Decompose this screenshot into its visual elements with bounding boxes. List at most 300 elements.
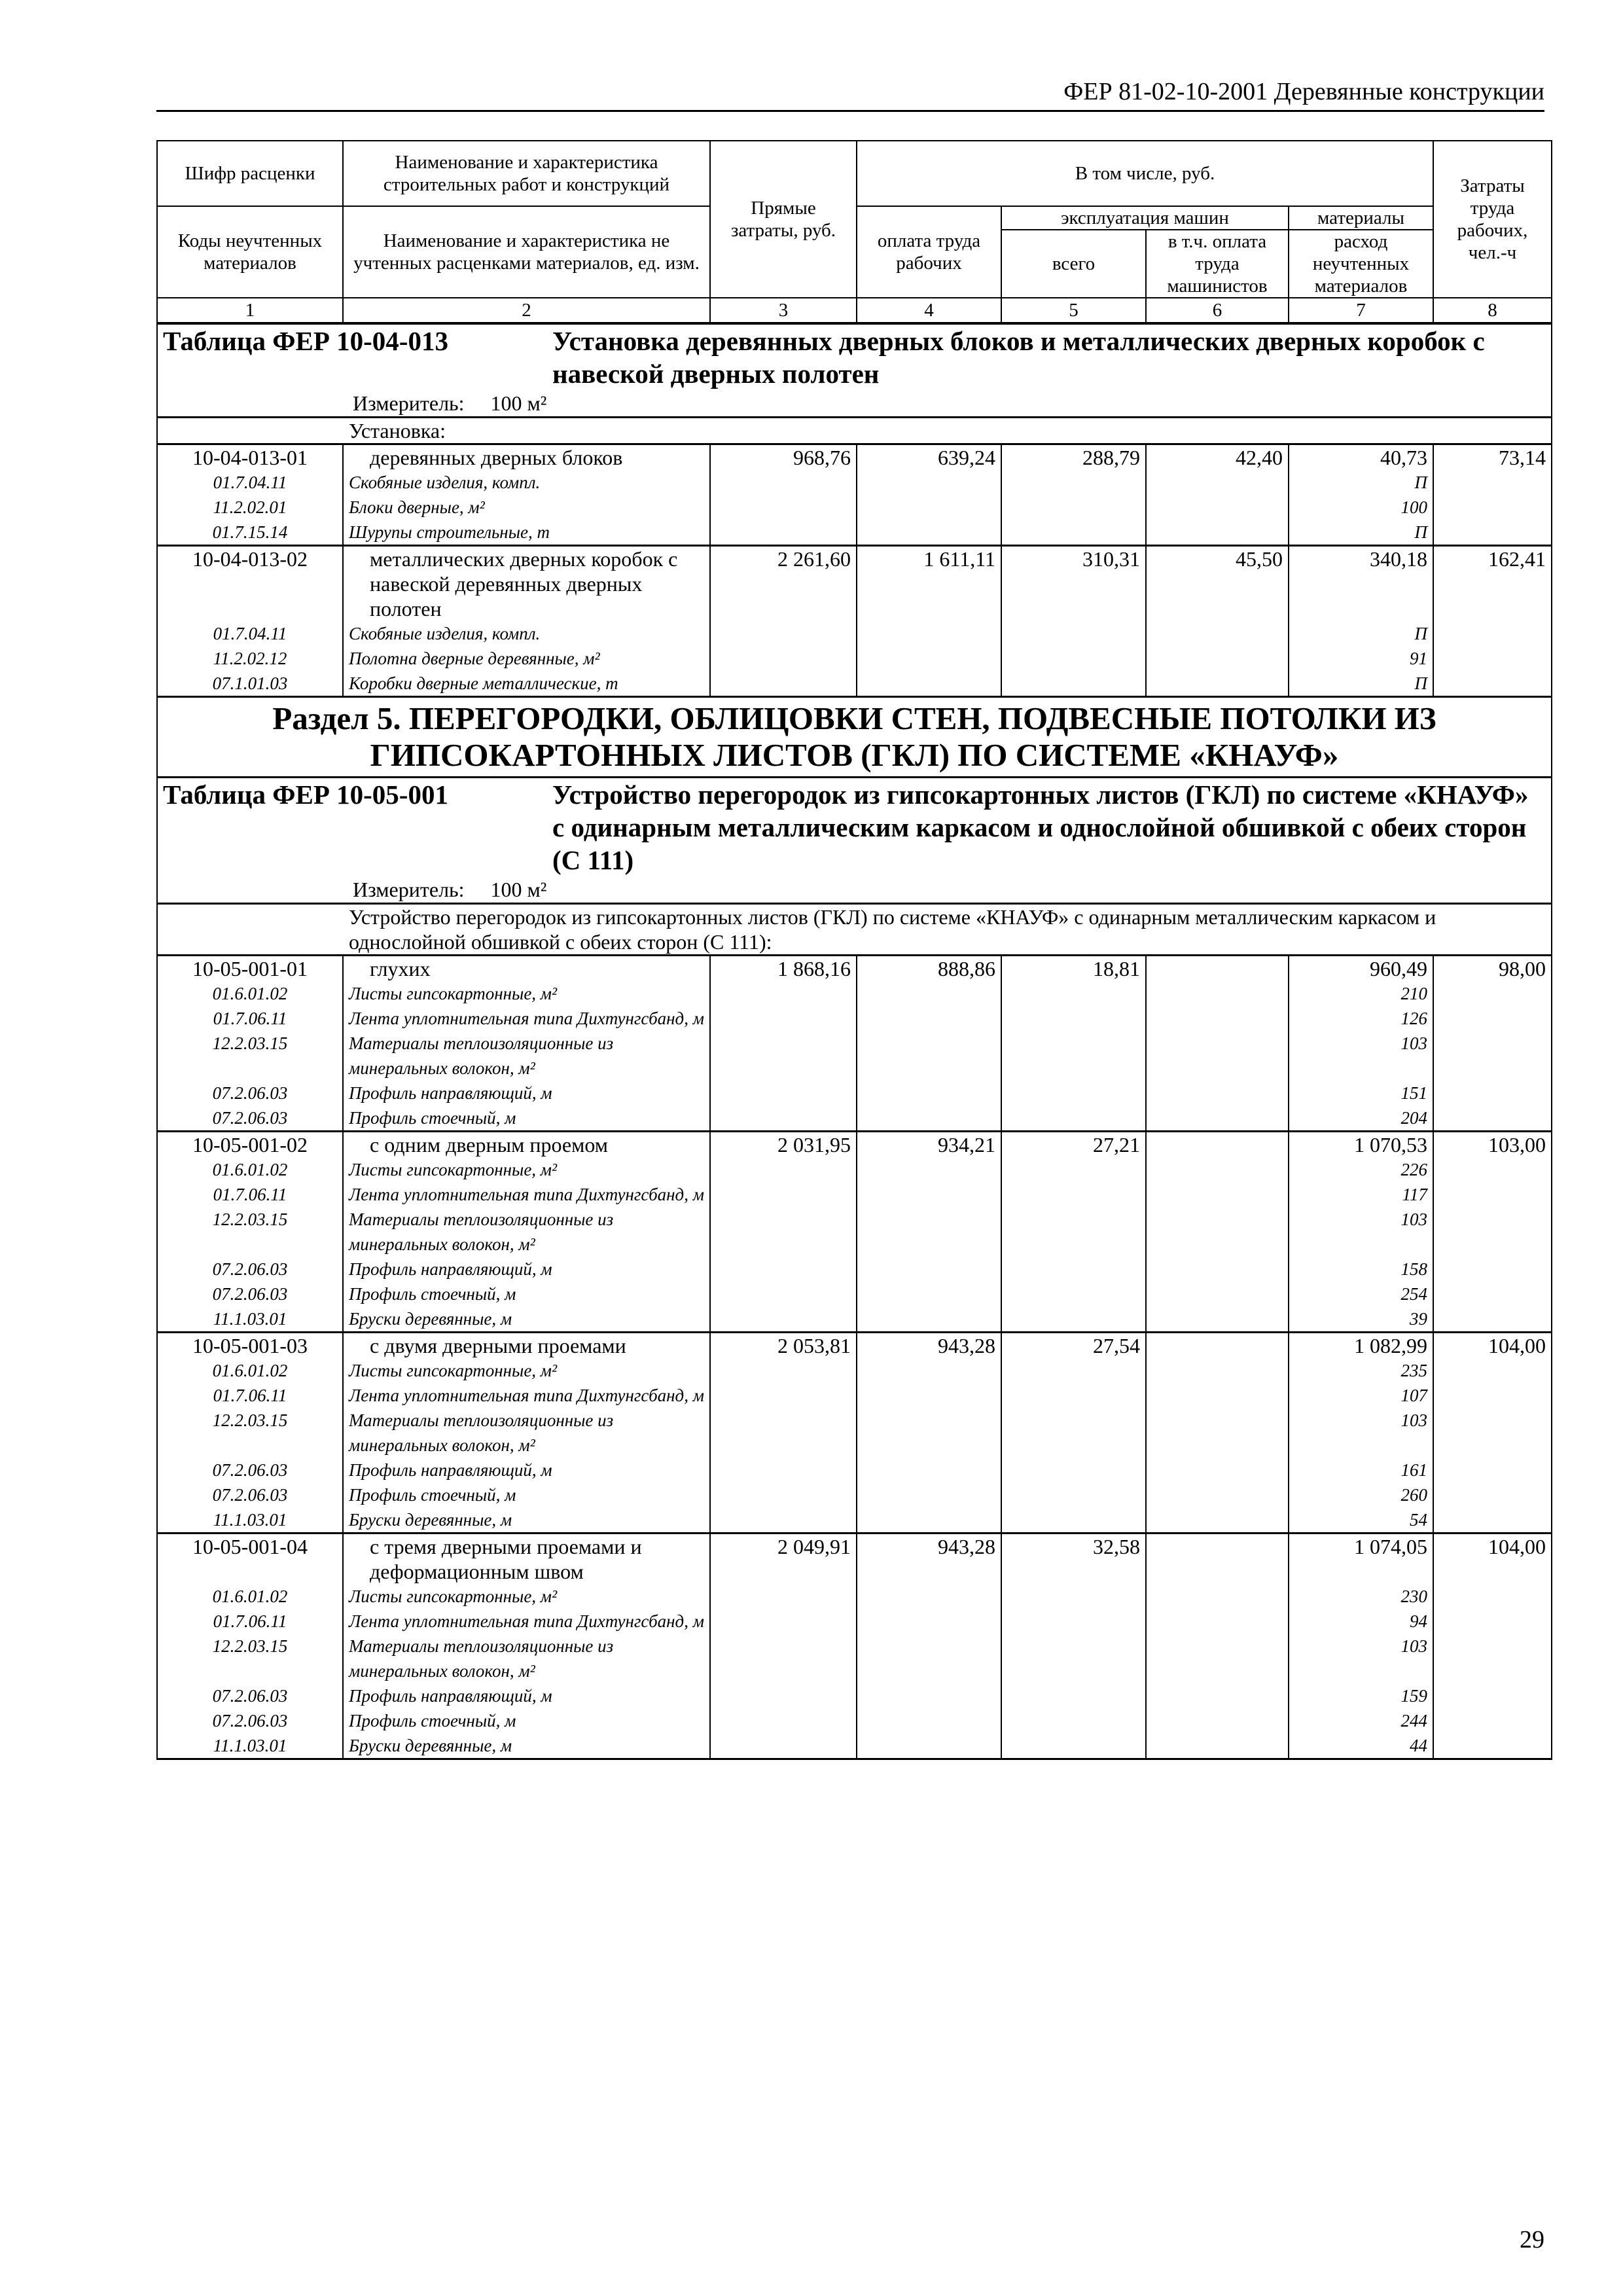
empty-cell	[710, 1031, 857, 1081]
machinist-pay: 42,40	[1146, 444, 1289, 471]
material-quantity: 103	[1289, 1408, 1433, 1458]
material-code: 01.7.15.14	[157, 520, 343, 546]
table-title-row	[157, 323, 1552, 418]
empty-cell	[1001, 1708, 1146, 1733]
empty-cell	[1146, 1708, 1289, 1733]
empty-cell	[1001, 1683, 1146, 1708]
work-row	[157, 1333, 1552, 1359]
empty-cell	[710, 1383, 857, 1408]
material-code: 12.2.03.15	[157, 1634, 343, 1683]
material-code: 01.7.06.11	[157, 1006, 343, 1031]
empty-cell	[710, 1182, 857, 1207]
empty-cell	[1433, 621, 1552, 646]
empty-cell	[1001, 1733, 1146, 1759]
empty-cell	[1146, 1157, 1289, 1182]
material-quantity: 159	[1289, 1683, 1433, 1708]
work-name: металлических дверных коробок с навеской деревянных дверных полотен	[343, 546, 710, 622]
material-quantity: 117	[1289, 1182, 1433, 1207]
empty-cell	[1001, 1482, 1146, 1507]
header-material-usage: расход неучтенных материалов	[1289, 230, 1433, 298]
material-name: Листы гипсокартонные, м²	[343, 1584, 710, 1609]
material-name: Профиль направляющий, м	[343, 1081, 710, 1105]
material-row	[157, 1081, 1552, 1105]
direct-costs: 2 049,91	[710, 1534, 857, 1585]
empty-cell	[857, 646, 1001, 671]
empty-cell	[1001, 520, 1146, 546]
measure-value: 100 м²	[490, 878, 547, 901]
worker-pay: 888,86	[857, 956, 1001, 982]
empty-cell	[710, 1358, 857, 1383]
empty-cell	[1001, 1282, 1146, 1306]
empty-cell	[1433, 1482, 1552, 1507]
material-row	[157, 981, 1552, 1006]
empty-cell	[1146, 1081, 1289, 1105]
material-code: 12.2.03.15	[157, 1408, 343, 1458]
empty-cell	[1433, 1383, 1552, 1408]
table-title-row	[157, 778, 1552, 904]
empty-cell	[1146, 981, 1289, 1006]
empty-cell	[1146, 1105, 1289, 1132]
material-code: 01.7.06.11	[157, 1182, 343, 1207]
labor-hours: 98,00	[1433, 956, 1552, 982]
empty-cell	[1001, 1584, 1146, 1609]
materials-cost: 960,49	[1289, 956, 1433, 982]
material-code: 07.2.06.03	[157, 1683, 343, 1708]
empty-cell	[710, 1408, 857, 1458]
material-row	[157, 1306, 1552, 1333]
empty-cell	[1001, 1207, 1146, 1257]
material-code: 01.6.01.02	[157, 1584, 343, 1609]
work-name: с тремя дверными проемами и деформационным швом	[343, 1534, 710, 1585]
material-row	[157, 1584, 1552, 1609]
material-quantity: 100	[1289, 495, 1433, 520]
material-code: 11.1.03.01	[157, 1306, 343, 1333]
material-row	[157, 1358, 1552, 1383]
direct-costs: 2 031,95	[710, 1132, 857, 1158]
empty-cell	[710, 1609, 857, 1634]
empty-cell	[857, 621, 1001, 646]
section-row	[157, 697, 1552, 778]
empty-cell	[1146, 1257, 1289, 1282]
empty-cell	[1146, 621, 1289, 646]
empty-cell	[1433, 520, 1552, 546]
table-title-line	[163, 325, 1546, 390]
empty-cell	[1433, 1157, 1552, 1182]
col-number: 2	[343, 298, 710, 323]
material-name: Профиль стоечный, м	[343, 1708, 710, 1733]
empty-cell	[710, 1507, 857, 1534]
material-row	[157, 1182, 1552, 1207]
material-quantity: П	[1289, 621, 1433, 646]
material-name: Скобяные изделия, компл.	[343, 470, 710, 495]
empty-cell	[1001, 646, 1146, 671]
material-row	[157, 1733, 1552, 1759]
material-row	[157, 1609, 1552, 1634]
empty-cell	[857, 1081, 1001, 1105]
material-quantity: 158	[1289, 1257, 1433, 1282]
header-worker-pay: оплата труда рабочих	[857, 206, 1001, 298]
empty-cell	[857, 470, 1001, 495]
material-name: Лента уплотнительная типа Дихтунгсбанд, м	[343, 1609, 710, 1634]
empty-cell	[1146, 1408, 1289, 1458]
material-code: 11.2.02.12	[157, 646, 343, 671]
machines-total: 310,31	[1001, 546, 1146, 622]
material-quantity: 107	[1289, 1383, 1433, 1408]
empty-cell	[1433, 1358, 1552, 1383]
materials-cost: 1 070,53	[1289, 1132, 1433, 1158]
empty-cell	[1146, 495, 1289, 520]
work-code: 10-05-001-04	[157, 1534, 343, 1585]
empty-cell	[710, 1257, 857, 1282]
empty-cell	[710, 1006, 857, 1031]
col-number: 5	[1001, 298, 1146, 323]
empty-cell	[1433, 1182, 1552, 1207]
empty-cell	[1146, 646, 1289, 671]
material-row	[157, 470, 1552, 495]
material-name: Листы гипсокартонные, м²	[343, 1157, 710, 1182]
work-code: 10-05-001-01	[157, 956, 343, 982]
empty-cell	[1146, 1306, 1289, 1333]
direct-costs: 1 868,16	[710, 956, 857, 982]
empty-cell	[710, 621, 857, 646]
work-name: с двумя дверными проемами	[343, 1333, 710, 1359]
empty-cell	[1001, 495, 1146, 520]
material-quantity: 235	[1289, 1358, 1433, 1383]
material-name: Профиль направляющий, м	[343, 1683, 710, 1708]
empty-cell	[1433, 671, 1552, 697]
material-row	[157, 1507, 1552, 1534]
direct-costs: 968,76	[710, 444, 857, 471]
header-labor-hours: Затраты труда рабочих, чел.-ч	[1433, 141, 1552, 298]
labor-hours: 103,00	[1433, 1132, 1552, 1158]
work-name: глухих	[343, 956, 710, 982]
machinist-pay: 45,50	[1146, 546, 1289, 622]
material-code: 01.7.06.11	[157, 1609, 343, 1634]
material-quantity: 244	[1289, 1708, 1433, 1733]
material-name: Профиль направляющий, м	[343, 1257, 710, 1282]
empty-cell	[1433, 1733, 1552, 1759]
empty-cell	[1001, 621, 1146, 646]
material-name: Материалы теплоизоляционные из минеральных волокон, м²	[343, 1634, 710, 1683]
material-name: Профиль стоечный, м	[343, 1282, 710, 1306]
material-code: 01.6.01.02	[157, 1358, 343, 1383]
empty-cell	[1146, 1733, 1289, 1759]
material-quantity: 103	[1289, 1207, 1433, 1257]
empty-cell	[1001, 1634, 1146, 1683]
empty-cell	[1433, 646, 1552, 671]
material-quantity: 39	[1289, 1306, 1433, 1333]
empty-cell	[1001, 1157, 1146, 1182]
empty-cell	[1001, 671, 1146, 697]
empty-cell	[1146, 1031, 1289, 1081]
material-row	[157, 1105, 1552, 1132]
direct-costs: 2 261,60	[710, 546, 857, 622]
empty-cell	[710, 1733, 857, 1759]
empty-cell	[1433, 1708, 1552, 1733]
empty-cell	[710, 1458, 857, 1482]
labor-hours: 104,00	[1433, 1333, 1552, 1359]
empty-cell	[1433, 1634, 1552, 1683]
material-quantity: 103	[1289, 1634, 1433, 1683]
labor-hours: 162,41	[1433, 546, 1552, 622]
description-row	[157, 904, 1552, 956]
material-quantity: 230	[1289, 1584, 1433, 1609]
material-name: Скобяные изделия, компл.	[343, 621, 710, 646]
material-name: Шурупы строительные, т	[343, 520, 710, 546]
material-quantity: 103	[1289, 1031, 1433, 1081]
material-quantity: 161	[1289, 1458, 1433, 1482]
col-number: 3	[710, 298, 857, 323]
material-quantity: 226	[1289, 1157, 1433, 1182]
empty-cell	[1433, 1006, 1552, 1031]
empty-cell	[710, 1634, 857, 1683]
table-header	[157, 141, 1552, 323]
empty-cell	[857, 1207, 1001, 1257]
empty-cell	[857, 1408, 1001, 1458]
material-name: Профиль стоечный, м	[343, 1105, 710, 1132]
material-code: 12.2.03.15	[157, 1207, 343, 1257]
col-number: 6	[1146, 298, 1289, 323]
table-title-label: Таблица ФЕР 10-05-001	[163, 780, 448, 810]
empty-cell	[1001, 1182, 1146, 1207]
machines-total: 32,58	[1001, 1534, 1146, 1585]
work-name: с одним дверным проемом	[343, 1132, 710, 1158]
material-name: Профиль стоечный, м	[343, 1482, 710, 1507]
header-work-name: Наименование и характеристика строительных работ и конструкций	[343, 141, 710, 206]
empty-cell	[710, 1584, 857, 1609]
header-machines: эксплуатация машин	[1001, 206, 1289, 230]
material-row	[157, 1257, 1552, 1282]
material-row	[157, 1006, 1552, 1031]
running-header: ФЕР 81-02-10-2001 Деревянные конструкции	[156, 77, 1544, 112]
work-row	[157, 1534, 1552, 1585]
header-direct-costs: Прямые затраты, руб.	[710, 141, 857, 298]
material-row	[157, 646, 1552, 671]
empty-cell	[1433, 1282, 1552, 1306]
material-code: 01.7.04.11	[157, 470, 343, 495]
material-name: Лента уплотнительная типа Дихтунгсбанд, м	[343, 1182, 710, 1207]
material-code: 11.2.02.01	[157, 495, 343, 520]
empty-cell	[857, 1507, 1001, 1534]
empty-cell	[857, 981, 1001, 1006]
material-name: Материалы теплоизоляционные из минеральных волокон, м²	[343, 1408, 710, 1458]
empty-cell	[857, 1157, 1001, 1182]
material-row	[157, 1708, 1552, 1733]
work-code: 10-04-013-01	[157, 444, 343, 471]
empty-cell	[1433, 1081, 1552, 1105]
material-name: Лента уплотнительная типа Дихтунгсбанд, м	[343, 1006, 710, 1031]
empty-cell	[1433, 1609, 1552, 1634]
material-row	[157, 520, 1552, 546]
work-row	[157, 1132, 1552, 1158]
material-quantity: 91	[1289, 646, 1433, 671]
material-code: 07.2.06.03	[157, 1708, 343, 1733]
material-code: 11.1.03.01	[157, 1507, 343, 1534]
machines-total: 18,81	[1001, 956, 1146, 982]
material-row	[157, 621, 1552, 646]
empty-cell	[710, 1081, 857, 1105]
material-quantity: П	[1289, 470, 1433, 495]
material-quantity: 44	[1289, 1733, 1433, 1759]
machinist-pay	[1146, 956, 1289, 982]
worker-pay: 1 611,11	[857, 546, 1001, 622]
empty-cell	[1146, 1683, 1289, 1708]
empty-cell	[710, 495, 857, 520]
empty-cell	[857, 495, 1001, 520]
empty-cell	[1001, 1105, 1146, 1132]
materials-cost: 1 082,99	[1289, 1333, 1433, 1359]
empty-cell	[857, 1358, 1001, 1383]
empty-cell	[1146, 470, 1289, 495]
empty-cell	[710, 981, 857, 1006]
material-quantity: 254	[1289, 1282, 1433, 1306]
material-code: 07.2.06.03	[157, 1081, 343, 1105]
material-quantity: 204	[1289, 1105, 1433, 1132]
empty-cell	[857, 1306, 1001, 1333]
material-name: Коробки дверные металлические, т	[343, 671, 710, 697]
empty-cell	[1001, 1383, 1146, 1408]
material-code: 01.6.01.02	[157, 981, 343, 1006]
empty-cell	[857, 520, 1001, 546]
empty-cell	[710, 1683, 857, 1708]
col-number: 4	[857, 298, 1001, 323]
empty-cell	[857, 1105, 1001, 1132]
empty-cell	[710, 1105, 857, 1132]
empty-cell	[857, 1282, 1001, 1306]
material-name: Блоки дверные, м²	[343, 495, 710, 520]
empty-cell	[1433, 1257, 1552, 1282]
empty-cell	[1001, 1507, 1146, 1534]
empty-cell	[1433, 1207, 1552, 1257]
materials-cost: 40,73	[1289, 444, 1433, 471]
material-code: 07.2.06.03	[157, 1482, 343, 1507]
empty-cell	[1001, 1408, 1146, 1458]
material-code: 11.1.03.01	[157, 1733, 343, 1759]
empty-cell	[1433, 495, 1552, 520]
material-code: 01.6.01.02	[157, 1157, 343, 1182]
material-name: Профиль направляющий, м	[343, 1458, 710, 1482]
empty-cell	[1433, 1584, 1552, 1609]
labor-hours: 73,14	[1433, 444, 1552, 471]
material-row	[157, 671, 1552, 697]
empty-cell	[857, 1257, 1001, 1282]
empty-cell	[710, 470, 857, 495]
table-title	[157, 323, 1552, 418]
table-title	[157, 778, 1552, 904]
material-code: 01.7.06.11	[157, 1383, 343, 1408]
empty-cell	[710, 1157, 857, 1182]
table-title-text: Устройство перегородок из гипсокартонных листов (ГКЛ) по системе «КНАУФ» с одинарным металлическим каркасом и однослойной обшивкой с обеих сторон (С 111)	[552, 780, 1529, 875]
empty-cell	[1146, 520, 1289, 546]
material-name: Бруски деревянные, м	[343, 1306, 710, 1333]
material-quantity: П	[1289, 520, 1433, 546]
empty-cell	[1146, 1282, 1289, 1306]
worker-pay: 934,21	[857, 1132, 1001, 1158]
empty-cell	[1001, 1306, 1146, 1333]
empty-cell	[857, 1683, 1001, 1708]
table-title-text: Установка деревянных дверных блоков и металлических дверных коробок с навеской дверных полотен	[552, 326, 1485, 389]
material-quantity: 151	[1289, 1081, 1433, 1105]
table-body	[157, 323, 1552, 1759]
materials-cost: 340,18	[1289, 546, 1433, 622]
material-row	[157, 1408, 1552, 1458]
material-code: 07.2.06.03	[157, 1282, 343, 1306]
empty-cell	[857, 1383, 1001, 1408]
material-quantity: 260	[1289, 1482, 1433, 1507]
empty-cell	[1433, 1031, 1552, 1081]
material-row	[157, 1683, 1552, 1708]
material-row	[157, 1482, 1552, 1507]
material-row	[157, 1207, 1552, 1257]
machines-total: 27,21	[1001, 1132, 1146, 1158]
empty-cell	[1146, 1584, 1289, 1609]
material-row	[157, 1031, 1552, 1081]
empty-cell	[710, 1708, 857, 1733]
empty-cell	[857, 671, 1001, 697]
empty-cell	[710, 1207, 857, 1257]
empty-cell	[1001, 1081, 1146, 1105]
header-material-names: Наименование и характеристика не учтенных расценками материалов, ед. изм.	[343, 206, 710, 298]
empty-cell	[710, 520, 857, 546]
empty-cell	[1433, 1458, 1552, 1482]
material-row	[157, 1458, 1552, 1482]
work-row	[157, 546, 1552, 622]
empty-cell	[710, 1282, 857, 1306]
empty-cell	[1433, 981, 1552, 1006]
material-name: Материалы теплоизоляционные из минеральных волокон, м²	[343, 1207, 710, 1257]
empty-cell	[1146, 1507, 1289, 1534]
machines-total: 27,54	[1001, 1333, 1146, 1359]
material-quantity: П	[1289, 671, 1433, 697]
section-heading: Раздел 5. ПЕРЕГОРОДКИ, ОБЛИЦОВКИ СТЕН, ПОДВЕСНЫЕ ПОТОЛКИ ИЗ ГИПСОКАРТОННЫХ ЛИСТОВ (ГКЛ) ПО СИСТЕМЕ «КНАУФ»	[157, 697, 1552, 778]
empty-cell	[857, 1708, 1001, 1733]
material-code: 01.7.04.11	[157, 621, 343, 646]
empty-cell	[857, 1182, 1001, 1207]
empty-cell	[1146, 1609, 1289, 1634]
table-description: Установка:	[157, 418, 1552, 444]
material-quantity: 54	[1289, 1507, 1433, 1534]
header-machinist-pay: в т.ч. оплата труда машинистов	[1146, 230, 1289, 298]
empty-cell	[1001, 981, 1146, 1006]
empty-cell	[1001, 1006, 1146, 1031]
empty-cell	[857, 1482, 1001, 1507]
material-code: 07.2.06.03	[157, 1458, 343, 1482]
col-number: 1	[157, 298, 343, 323]
empty-cell	[857, 1458, 1001, 1482]
material-quantity: 94	[1289, 1609, 1433, 1634]
work-name: деревянных дверных блоков	[343, 444, 710, 471]
table-title-line	[163, 778, 1546, 876]
worker-pay: 639,24	[857, 444, 1001, 471]
empty-cell	[857, 1609, 1001, 1634]
empty-cell	[1146, 1207, 1289, 1257]
work-row	[157, 444, 1552, 471]
col-number: 8	[1433, 298, 1552, 323]
empty-cell	[857, 1006, 1001, 1031]
material-name: Материалы теплоизоляционные из минеральных волокон, м²	[343, 1031, 710, 1081]
direct-costs: 2 053,81	[710, 1333, 857, 1359]
empty-cell	[1146, 1358, 1289, 1383]
empty-cell	[710, 646, 857, 671]
empty-cell	[1146, 1383, 1289, 1408]
work-code: 10-05-001-02	[157, 1132, 343, 1158]
empty-cell	[1433, 470, 1552, 495]
material-code: 12.2.03.15	[157, 1031, 343, 1081]
labor-hours: 104,00	[1433, 1534, 1552, 1585]
header-machines-total: всего	[1001, 230, 1146, 298]
empty-cell	[1146, 1458, 1289, 1482]
header-including: В том числе, руб.	[857, 141, 1433, 206]
